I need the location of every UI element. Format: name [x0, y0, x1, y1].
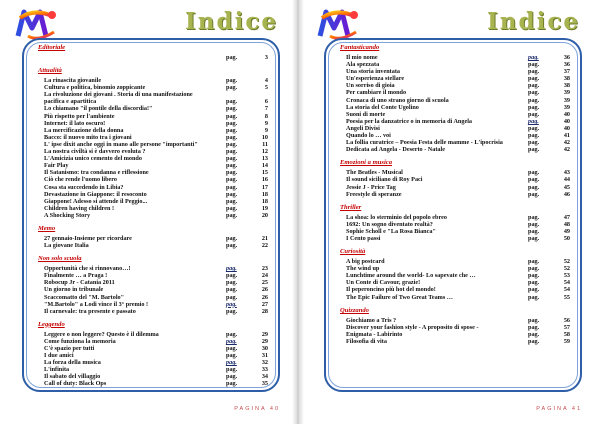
entry-title: I Cento passi	[346, 234, 381, 242]
entry-title: 1692: Un sogno diventato realtà?	[346, 220, 433, 228]
entry-page-number: 7	[264, 105, 268, 113]
entry-title: Dedicata ad Angela - Deserto - Natale	[346, 146, 445, 154]
entry-title: Il Satanismo: tra condanna e riflessione	[44, 169, 149, 177]
entry-page-label: pag.	[226, 366, 238, 374]
entry-page-number: 36	[563, 54, 570, 61]
toc-entry[interactable]	[38, 54, 268, 61]
section-heading: Quizzando	[340, 306, 369, 314]
entry-page-number: 37	[563, 68, 570, 76]
entry-page-number: 41	[563, 132, 570, 140]
entry-page-label: pag.	[528, 337, 540, 345]
toc-entry[interactable]	[38, 98, 268, 105]
toc-entry[interactable]	[340, 111, 570, 118]
toc-entry[interactable]	[340, 184, 570, 191]
section-heading: Editoriale	[38, 44, 66, 51]
entry-page-label: pag.	[528, 293, 540, 301]
entry-page-number: 53	[563, 272, 570, 280]
entry-title: Bacco: il nuovo mito tra i giovani	[44, 133, 132, 141]
entry-page-label: pag.	[226, 98, 238, 106]
entry-title: Il carnevale: tra presente e passato	[44, 307, 136, 315]
entry-page-number: 39	[563, 103, 570, 111]
entry-page-label: pag.	[226, 330, 238, 338]
entry-page-number: 29	[261, 330, 268, 338]
entry-page-number: 46	[563, 190, 570, 198]
entry-page-number: 14	[261, 162, 268, 170]
toc-entry[interactable]	[38, 294, 268, 301]
entry-page-label: pag.	[226, 133, 238, 141]
entry-page-number: 18	[261, 190, 268, 198]
entry-page-label: pag.	[528, 258, 540, 266]
entry-page-label: pag.	[528, 103, 540, 111]
entry-title: Ciò che rende l'uomo libero	[44, 176, 117, 184]
page-footer: PAGINA 41	[536, 406, 582, 412]
entry-title: Giappone! Adesso si attende il Peggio...	[44, 197, 148, 205]
toc-entry[interactable]	[38, 141, 268, 148]
entry-title: Più rispetto per l'ambiente	[44, 112, 115, 120]
toc-entry[interactable]	[38, 84, 268, 91]
entry-page-number: 35	[261, 380, 268, 388]
entry-title: Fair Play	[44, 162, 69, 170]
right-page	[306, 4, 594, 414]
entry-page-number: 33	[261, 366, 268, 374]
entry-page-label: pag.	[528, 272, 540, 280]
toc-entry[interactable]	[38, 91, 268, 98]
entry-page-label: pag.	[528, 75, 540, 83]
toc-entry[interactable]	[38, 127, 268, 134]
entry-title: The Epic Failure of Two Great Teams …	[346, 293, 453, 301]
entry-page-label: pag.	[528, 110, 540, 118]
entry-page-number: 55	[563, 293, 570, 301]
entry-page-number: 3	[264, 54, 268, 61]
toc-entry[interactable]	[340, 338, 570, 345]
entry-page-label: pag.	[528, 89, 540, 97]
entry-page-label: pag.	[226, 105, 238, 113]
entry-page-label: pag.	[226, 242, 238, 250]
entry-page-label: pag.	[226, 155, 238, 163]
toc-entry[interactable]	[340, 97, 570, 104]
entry-page-label: pag.	[528, 176, 540, 184]
entry-page-label: pag.	[226, 286, 238, 294]
entry-title: Un'esperienza stellare	[346, 75, 405, 83]
entry-title: La rivoluzione dei giovani . Storia di una manifestazione	[44, 91, 193, 99]
toc-entry[interactable]	[340, 82, 570, 89]
entry-page-number: 36	[563, 61, 570, 69]
entry-page-number: 48	[563, 220, 570, 228]
section-heading: Leggendo	[38, 320, 65, 328]
entry-page-label: pag.	[226, 307, 238, 315]
entry-page-label: pag.	[528, 139, 540, 147]
entry-title: Filosofia di vita	[346, 337, 387, 345]
toc-entry[interactable]	[38, 301, 268, 308]
entry-page-label: pag.	[226, 234, 238, 242]
entry-page-label: pag.	[226, 169, 238, 177]
entry-page-number: 44	[563, 176, 570, 184]
toc-entry[interactable]	[38, 338, 268, 345]
entry-page-number: 40	[563, 110, 570, 118]
entry-page-label: pag.	[226, 359, 237, 367]
entry-page-number: 26	[261, 293, 268, 301]
entry-page-number: 30	[261, 345, 268, 352]
toc-entry[interactable]	[340, 139, 570, 146]
entry-page-number: 57	[563, 323, 570, 331]
entry-page-label: pag.	[528, 323, 540, 331]
entry-page-label: pag.	[528, 68, 540, 76]
table-of-contents	[340, 44, 570, 345]
entry-page-number: 45	[563, 183, 570, 191]
toc-entry[interactable]	[38, 113, 268, 120]
entry-title: Un sorriso di gioia	[346, 82, 395, 90]
entry-page-label: pag.	[528, 286, 540, 294]
entry-page-number: 38	[563, 82, 570, 90]
entry-page-label: pag.	[528, 190, 540, 198]
entry-page-label: pag.	[528, 82, 540, 90]
entry-page-label: pag.	[226, 162, 238, 170]
entry-title: La storia del Conte Ugolino	[346, 103, 419, 111]
entry-page-number: 32	[261, 359, 268, 367]
entry-page-label: pag.	[226, 84, 238, 92]
toc-entry[interactable]	[340, 286, 570, 293]
entry-title: La follia curatrice – Poesia Festa delle mamme - L'ipocrisia	[346, 139, 503, 147]
toc-entry[interactable]	[38, 235, 268, 242]
entry-title: "M.Bartolo" a Lodi vince il 3° premio !	[44, 300, 149, 308]
toc-entry[interactable]	[340, 214, 570, 221]
toc-entry[interactable]	[340, 235, 570, 242]
toc-entry[interactable]	[340, 54, 570, 61]
entry-page-label: pag.	[226, 373, 238, 381]
entry-title: Suoni di morte	[346, 110, 386, 118]
magazine-logo-icon	[14, 6, 60, 42]
toc-entry[interactable]	[340, 169, 570, 176]
entry-page-label: pag.	[226, 77, 238, 85]
entry-title: pacifica e apartitica	[44, 98, 97, 106]
entry-page-label: pag.	[226, 265, 237, 273]
toc-entry[interactable]	[340, 104, 570, 111]
entry-page-label: pag.	[528, 96, 540, 104]
entry-page-label: pag.	[226, 352, 238, 360]
toc-entry[interactable]	[38, 77, 268, 84]
toc-entry[interactable]	[38, 345, 268, 352]
entry-page-label: pag.	[528, 213, 540, 221]
entry-page-number: 21	[261, 234, 268, 242]
entry-title: La mercificazione della donna	[44, 126, 124, 134]
toc-entry[interactable]	[38, 359, 268, 366]
entry-page-label: pag.	[226, 119, 238, 127]
section-heading: Thriller	[340, 203, 362, 211]
toc-entry[interactable]	[38, 184, 268, 191]
entry-page-number: 40	[563, 117, 570, 125]
toc-entry[interactable]	[38, 169, 268, 176]
entry-title: Cronaca di uno strano giorno di scuola	[346, 96, 449, 104]
toc-entry[interactable]	[38, 198, 268, 205]
entry-title: A big postcard	[346, 258, 385, 266]
entry-title: Il sabato del villaggio	[44, 373, 101, 381]
toc-entry[interactable]	[340, 61, 570, 68]
entry-page-number: 8	[264, 112, 268, 120]
entry-title: Discover your fashion style - A proposito di spose -	[346, 323, 479, 331]
entry-page-label: pag.	[528, 169, 540, 177]
toc-entry[interactable]	[38, 366, 268, 373]
entry-title: L'Amicizia uniсo cemento del mondo	[44, 155, 142, 163]
entry-title: Giochiamo a Tris ?	[346, 316, 397, 324]
entry-page-label: pag.	[528, 220, 540, 228]
entry-title: Per cambiare il mondo	[346, 89, 407, 97]
toc-entry[interactable]	[38, 352, 268, 359]
entry-page-label: pag.	[528, 117, 539, 125]
entry-page-number: 31	[261, 352, 268, 360]
entry-page-number: 56	[563, 316, 570, 324]
entry-page-number: 4	[264, 77, 268, 85]
entry-title: La rinascita giovanile	[44, 77, 102, 85]
entry-title: Call of duty: Black Ops	[44, 380, 107, 388]
entry-page-number: 52	[563, 258, 570, 266]
entry-page-label: pag.	[226, 197, 238, 205]
entry-page-number: 9	[264, 126, 268, 134]
entry-page-label: pag.	[528, 54, 539, 61]
entry-title: Opportunità che si rinnovano…!	[44, 265, 131, 273]
entry-page-label: pag.	[528, 316, 540, 324]
entry-page-number: 25	[261, 279, 268, 287]
entry-title: Il mio nome	[346, 54, 378, 61]
entry-title: L' ipse dixit anche oggi in mano alle persone "importanti"	[44, 140, 198, 148]
entry-page-number: 12	[261, 148, 268, 156]
section-heading: Curiosità	[340, 248, 366, 256]
entry-title: The wind up	[346, 265, 380, 273]
toc-entry[interactable]	[38, 120, 268, 127]
toc-entry[interactable]	[38, 265, 268, 272]
entry-page-number: 59	[563, 337, 570, 345]
toc-entry[interactable]	[38, 205, 268, 212]
toc-entry[interactable]	[340, 265, 570, 272]
entry-page-label: pag.	[226, 300, 237, 308]
entry-page-number: 16	[261, 176, 268, 184]
entry-page-number: 42	[563, 146, 570, 154]
entry-title: Jessie J - Price Tag	[346, 183, 396, 191]
entry-page-number: 50	[563, 234, 570, 242]
entry-page-label: pag.	[528, 227, 540, 235]
entry-title: A Shocking Story	[44, 211, 91, 219]
page-gutter	[292, 0, 304, 424]
entry-page-label: pag.	[528, 132, 540, 140]
toc-entry[interactable]	[340, 176, 570, 183]
toc-entry[interactable]	[340, 279, 570, 286]
entry-title: Angeli Divisi	[346, 124, 380, 132]
entry-title: Il sound siciliano di Roy Paci	[346, 176, 423, 184]
entry-title: Come funziona la memoria	[44, 337, 116, 345]
table-of-contents	[38, 44, 268, 388]
entry-page-number: 58	[563, 330, 570, 338]
section-heading: Non solo scuola	[38, 255, 82, 263]
entry-page-number: 54	[563, 279, 570, 287]
toc-entry[interactable]	[340, 132, 570, 139]
entry-title: Freestyle di speranze	[346, 190, 402, 198]
page-footer: PAGINA 40	[234, 406, 280, 412]
entry-page-label: pag.	[226, 183, 238, 191]
entry-title: Un giorno in tribunale	[44, 286, 104, 294]
entry-page-number: 38	[563, 75, 570, 83]
entry-page-number: 18	[261, 197, 268, 205]
page-title: Indice	[487, 8, 580, 35]
toc-entry[interactable]	[38, 380, 268, 387]
entry-page-number: 34	[261, 373, 268, 381]
entry-page-label: pag.	[226, 126, 238, 134]
toc-entry[interactable]	[38, 308, 268, 315]
toc-entry[interactable]	[340, 75, 570, 82]
toc-entry[interactable]	[38, 155, 268, 162]
entry-title: Enigmata - Labirinto	[346, 330, 403, 338]
toc-entry[interactable]	[38, 242, 268, 249]
left-page	[4, 4, 292, 414]
entry-title: Cosa sta succedendo in Libia?	[44, 183, 124, 191]
entry-page-label: pag.	[226, 345, 238, 352]
entry-page-number: 26	[261, 286, 268, 294]
entry-page-label: pag.	[226, 279, 238, 287]
entry-title: Sophie Scholl e "La Rosa Bianca"	[346, 227, 436, 235]
entry-title: Quando lo … voi	[346, 132, 391, 140]
toc-entry[interactable]	[38, 148, 268, 155]
toc-entry[interactable]	[38, 212, 268, 219]
entry-page-number: 52	[563, 265, 570, 273]
toc-entry[interactable]	[340, 331, 570, 338]
entry-page-number: 23	[261, 265, 268, 273]
entry-title: Leggere o non leggere? Questo è il dilemma	[44, 330, 159, 338]
entry-page-number: 28	[261, 307, 268, 315]
toc-entry[interactable]	[340, 118, 570, 125]
toc-entry[interactable]	[38, 373, 268, 380]
entry-page-label: pag.	[528, 183, 540, 191]
entry-title: The Beatles - Musical	[346, 169, 403, 177]
entry-title: I due amici	[44, 352, 74, 360]
entry-page-label: pag.	[528, 279, 540, 287]
entry-page-number: 5	[264, 84, 268, 92]
entry-title: Ala spezzata	[346, 61, 380, 69]
entry-title: L'infinita	[44, 366, 70, 374]
entry-page-number: 39	[563, 89, 570, 97]
entry-title: La giovane Italia	[44, 242, 89, 250]
section-heading: Memo	[38, 224, 56, 232]
toc-entry[interactable]	[340, 68, 570, 75]
toc-entry[interactable]	[38, 279, 268, 286]
entry-title: Una storia inventata	[346, 68, 400, 76]
toc-entry[interactable]	[38, 162, 268, 169]
section-heading: Fantasticando	[340, 44, 380, 51]
entry-title: La nostra civiltà si è davvero evoluta ?	[44, 148, 146, 156]
toc-entry[interactable]	[340, 324, 570, 331]
entry-page-number: 6	[264, 98, 268, 106]
toc-entry[interactable]	[340, 89, 570, 96]
entry-title: Il peperoncino più hot del mondo!	[346, 286, 436, 294]
entry-page-number: 27	[261, 300, 268, 308]
toc-entry[interactable]	[340, 191, 570, 198]
toc-entry[interactable]	[38, 331, 268, 338]
entry-page-label: pag.	[528, 146, 540, 154]
entry-page-label: pag.	[226, 337, 237, 345]
entry-page-label: pag.	[226, 204, 238, 212]
entry-page-label: pag.	[226, 380, 238, 388]
entry-page-label: pag.	[528, 330, 540, 338]
entry-title: Lunchtime around the world- Lo sapevate che …	[346, 272, 476, 280]
entry-page-number: 13	[261, 155, 268, 163]
toc-entry[interactable]	[340, 317, 570, 324]
entry-page-label: pag.	[226, 148, 238, 156]
toc-entry[interactable]	[340, 294, 570, 301]
entry-page-label: pag.	[226, 190, 238, 198]
entry-title: Devastazione in Giappone: il resoconto	[44, 190, 147, 198]
section-heading: Emozioni a musica	[340, 159, 393, 167]
entry-page-label: pag.	[226, 176, 238, 184]
entry-title: Cultura e politica, binomio zoppicante	[44, 84, 146, 92]
toc-entry[interactable]	[38, 105, 268, 112]
entry-page-label: pag.	[528, 265, 540, 273]
entry-title: C'è spazio per tutti	[44, 345, 95, 352]
entry-page-number: 39	[563, 96, 570, 104]
toc-entry[interactable]	[340, 146, 570, 153]
entry-page-label: pag.	[528, 234, 540, 242]
entry-page-number: 54	[563, 286, 570, 294]
toc-entry[interactable]	[38, 286, 268, 293]
toc-entry[interactable]	[340, 258, 570, 265]
entry-page-number: 20	[261, 211, 268, 219]
entry-page-label: pag.	[226, 293, 238, 301]
entry-page-number: 10	[261, 133, 268, 141]
entry-title: Scaccomatto del "M. Bartolo"	[44, 293, 125, 301]
entry-page-number: 15	[261, 169, 268, 177]
entry-page-number: 49	[563, 227, 570, 235]
toc-entry[interactable]	[38, 134, 268, 141]
entry-page-label: pag.	[226, 211, 238, 219]
entry-page-number: 24	[261, 272, 268, 280]
entry-page-number: 19	[261, 204, 268, 212]
entry-title: Robocup Jr - Catania 2011	[44, 279, 115, 287]
entry-title: La forza della musica	[44, 359, 101, 367]
entry-page-label: pag.	[528, 124, 540, 132]
section-heading: Attualità	[38, 67, 62, 75]
entry-page-label: pag.	[226, 272, 238, 280]
entry-page-number: 11	[262, 140, 268, 148]
toc-entry[interactable]	[340, 221, 570, 228]
toc-entry[interactable]	[340, 125, 570, 132]
entry-page-label: pag.	[528, 61, 540, 69]
entry-title: Poesia per la danzatrice o in memoria di Angela	[346, 117, 473, 125]
page-title: Indice	[185, 8, 278, 35]
entry-page-number: 17	[261, 183, 268, 191]
toc-entry[interactable]	[38, 272, 268, 279]
entry-title: Finalmente … a Praga !	[44, 272, 108, 280]
entry-page-label: pag.	[226, 54, 238, 61]
toc-entry[interactable]	[340, 272, 570, 279]
entry-title: Lo chiamano "il pontile della discordia!"	[44, 105, 153, 113]
toc-entry[interactable]	[340, 228, 570, 235]
entry-page-number: 47	[563, 213, 570, 221]
entry-title: Un Conte di Cavour, grazie!	[346, 279, 421, 287]
toc-entry[interactable]	[38, 176, 268, 183]
entry-title: 27 gennaio-Insieme per ricordare	[44, 234, 132, 242]
entry-page-number: 9	[264, 119, 268, 127]
entry-page-number: 42	[563, 139, 570, 147]
toc-entry[interactable]	[38, 191, 268, 198]
entry-title: Children having children !	[44, 204, 115, 212]
entry-page-number: 43	[563, 169, 570, 177]
entry-title: La shoa: lo sterminio del popolo ebreo	[346, 213, 447, 221]
entry-page-number: 29	[261, 337, 268, 345]
entry-page-label: pag.	[226, 140, 238, 148]
entry-page-number: 22	[261, 242, 268, 250]
entry-page-number: 40	[563, 124, 570, 132]
entry-title: Internet: il lato oscuro!	[44, 119, 106, 127]
entry-page-label: pag.	[226, 112, 238, 120]
magazine-logo-icon	[316, 6, 362, 42]
